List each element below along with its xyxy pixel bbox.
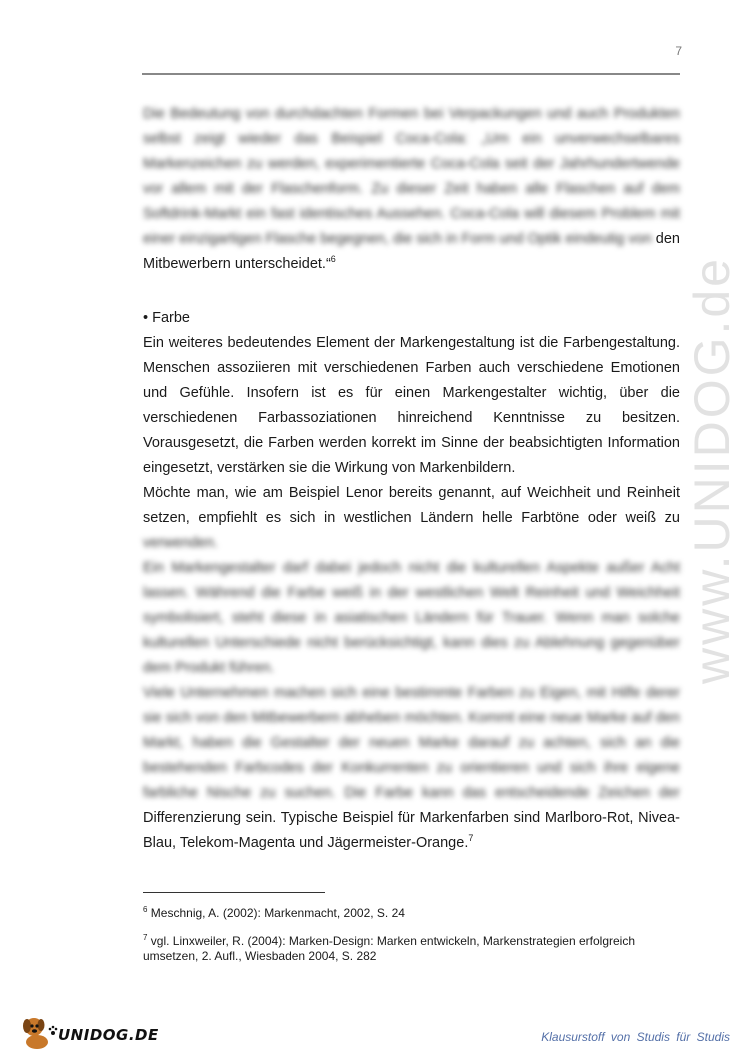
footnote-text: vgl. Linxweiler, R. (2004): Marken-Design: Marken entwickeln, Markenstrategien erfolgreich umsetzen, 2. Aufl., Wiesbaden 2004, S. 282 <box>143 934 636 963</box>
visible-text: Differenzierung sein. Typische Beispiel für Markenfarben sind Marlboro-Rot, Nivea-Blau, Telekom-Magenta und Jägermeister-Orange. <box>143 810 680 851</box>
blurred-text: Viele Unternehmen machen sich eine bestimmte Farben zu Eigen, mit Hilfe derer sie sich von den Mitbewerbern abheben möchten. Kommt eine neue Marke auf den Markt, haben die Gestalter der neuen Marke darauf zu achten, sich an die bestehenden Farbcodes der Konkurrenten zu orientieren und sich ihre eigene farbliche Nische zu suchen. Die Farbe kann das entscheidende Zeichen der <box>143 685 680 801</box>
footnote-mark: 7 <box>143 933 148 942</box>
paragraph-coca-cola <box>143 102 680 277</box>
dog-icon <box>20 1012 60 1052</box>
watermark: www.UNIDOG.de <box>684 256 740 684</box>
footnote-mark: 6 <box>143 905 148 914</box>
section-heading-farbe: • Farbe <box>143 310 190 326</box>
footnotes <box>143 906 680 977</box>
visible-text: den Mitbewerbern unterscheidet.“ <box>143 231 680 272</box>
footnote-7 <box>143 934 680 964</box>
logo-text: UNIDOG.DE <box>58 1026 159 1044</box>
footnote-ref: 6 <box>330 254 336 265</box>
tagline: Klausurstoff von Studis für Studis <box>541 1030 730 1044</box>
paragraph-lenor <box>143 481 680 556</box>
footnote-6 <box>143 906 680 921</box>
paragraph-farbengestaltung: Ein weiteres bedeutendes Element der Markengestaltung ist die Farbengestaltung. Menschen assoziieren mit verschiedenen Farben auch verschiedene Emotionen und Gefühle. Insofern ist es für einen Markengestalter wichtig, über die verschiedenen Farbassoziationen hinreichend Kenntnisse zu besitzen. Vorausgesetzt, die Farben werden korrekt im Sinne der beabsichtigten Information eingesetzt, verstärken sie die Wirkung von Markenbildern. <box>143 335 680 476</box>
page-number: 7 <box>675 44 682 58</box>
unidog-logo[interactable] <box>20 1012 160 1052</box>
paragraph-markenfarben <box>143 681 680 856</box>
paragraph-kulturelle-aspekte: Ein Markengestalter darf dabei jedoch nicht die kulturellen Aspekte außer Acht lassen. Während die Farbe weiß in der westlichen Welt Reinheit und Weichheit symbolisiert, steht diese in asiatischen Ländern für Trauer. Wenn man solche kulturellen Unterschiede nicht berücksichtigt, kann dies zu Ablehnung gegenüber dem Produkt führen. <box>143 560 680 676</box>
header-rule <box>142 73 680 75</box>
visible-text: Möchte man, wie am Beispiel Lenor bereits genannt, auf Weichheit und Reinheit setzen, empfiehlt es sich in westlichen Ländern helle Farbtöne oder weiß zu <box>143 485 680 526</box>
footnote-ref: 7 <box>468 833 474 844</box>
footnote-text: Meschnig, A. (2002): Markenmacht, 2002, S. 24 <box>150 906 405 920</box>
blurred-text: Die Bedeutung von durchdachten Formen bei Verpackungen und auch Produkten selbst zeigt wieder das Beispiel Coca-Cola: „Um ein unverwechselbares Markenzeichen zu werden, experimentierte Coca-Cola seit der Jahrhundertwende vor allem mit der Flaschenform. Zu dieser Zeit haben alle Flaschen auf dem Softdrink-Markt ein fast identisches Aussehen. Coca-Cola will diesem Problem mit einer einzigartigen Flasche begegnen, die sich in Form und Optik eindeutig von <box>143 106 680 247</box>
document-body <box>143 102 680 856</box>
footnote-rule <box>143 892 325 893</box>
blurred-text: verwenden. <box>143 535 218 551</box>
